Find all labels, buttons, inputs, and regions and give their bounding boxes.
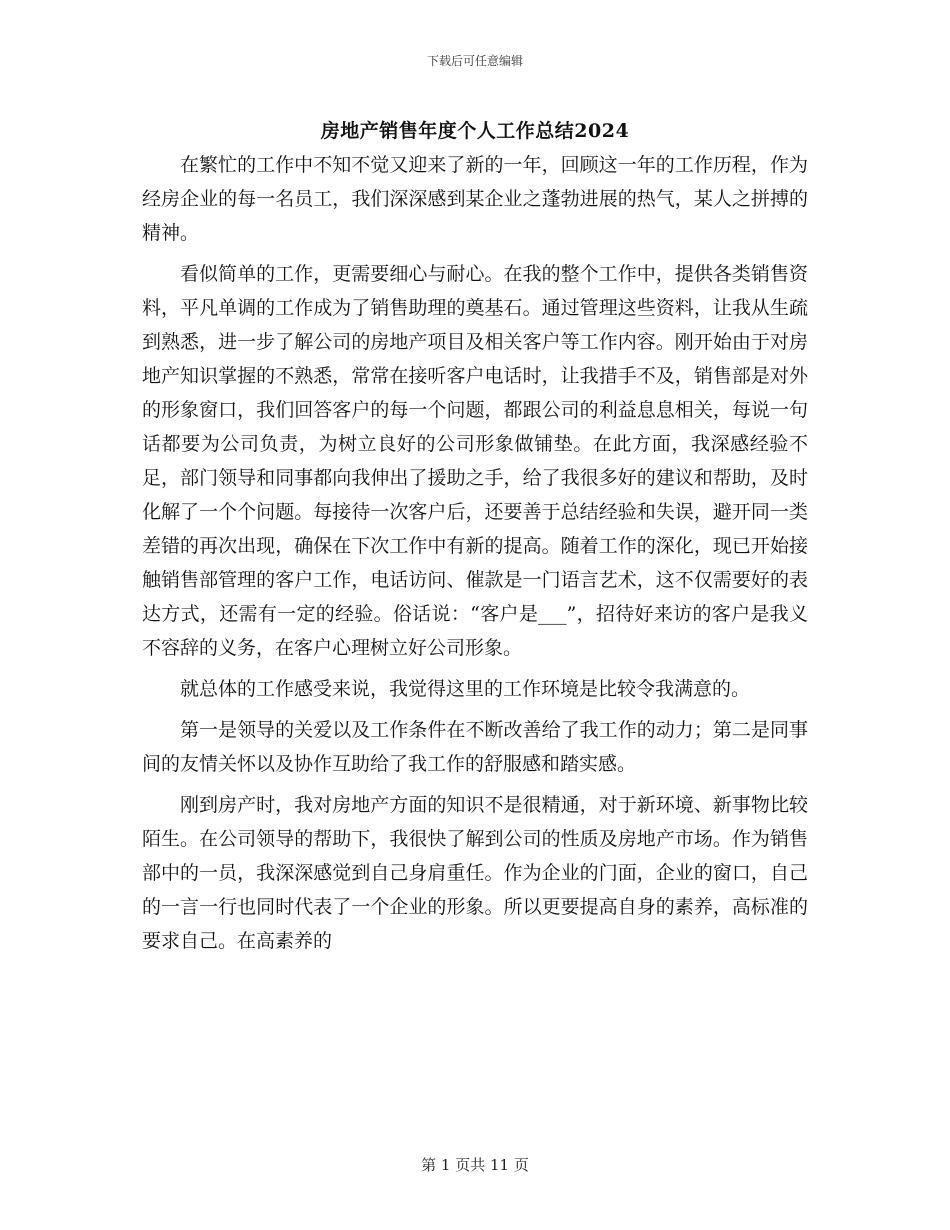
page-number-footer: 第 1 页共 11 页 (421, 1156, 529, 1174)
paragraph-2: 看似简单的工作，更需要细心与耐心。在我的整个工作中，提供各类销售资料，平凡单调的工作成为了销售助理的奠基石。通过管理这些资料，让我从生疏到熟悉，进一步了解公司的房地产项目及相关客户等工作内容。刚开始由于对房地产知识掌握的不熟悉，常常在接听客户电话时，让我措手不及，销售部是对外的形象窗口，我们回答客户的每一个问题，都跟公司的利益息息相关，每说一句话都要为公司负责，为树立良好的公司形象做铺垫。在此方面，我深感经验不足，部门领导和同事都向我伸出了援助之手，给了我很多好的建议和帮助，及时化解了一个个问题。每接待一次客户后，还要善于总结经验和失误，避开同一类差错的再次出现，确保在下次工作中有新的提高。随着工作的深化，现已开始接触销售部管理的客户工作，电话访问、催款是一门语言艺术，这不仅需要好的表达方式，还需有一定的经验。俗话说：“客户是___”，招待好来访的客户是我义不容辞的义务，在客户心理树立好公司形象。 (142, 263, 808, 659)
paragraph-3: 就总体的工作感受来说，我觉得这里的工作环境是比较令我满意的。 (180, 678, 751, 700)
paragraph-5: 刚到房产时，我对房地产方面的知识不是很精通，对于新环境、新事物比较陌生。在公司领导的帮助下，我很快了解到公司的性质及房地产市场。作为销售部中的一员，我深深感觉到自己身肩重任。作为企业的门面，企业的窗口，自己的一言一行也同时代表了一个企业的形象。所以更要提高自身的素养，高标准的要求自己。在高素养的 (142, 794, 808, 952)
paragraph-4: 第一是领导的关爱以及工作条件在不断改善给了我工作的动力；第二是同事间的友情关怀以及协作互助给了我工作的舒服感和踏实感。 (142, 719, 808, 775)
document-title: 房地产销售年度个人工作总结2024 (320, 120, 630, 142)
paragraph-1: 在繁忙的工作中不知不觉又迎来了新的一年，回顾这一年的工作历程，作为经房企业的每一名员工，我们深深感到某企业之蓬勃进展的热气，某人之拼搏的精神。 (142, 154, 808, 244)
page-header-note: 下载后可任意编辑 (426, 54, 523, 68)
document-body (142, 148, 808, 965)
